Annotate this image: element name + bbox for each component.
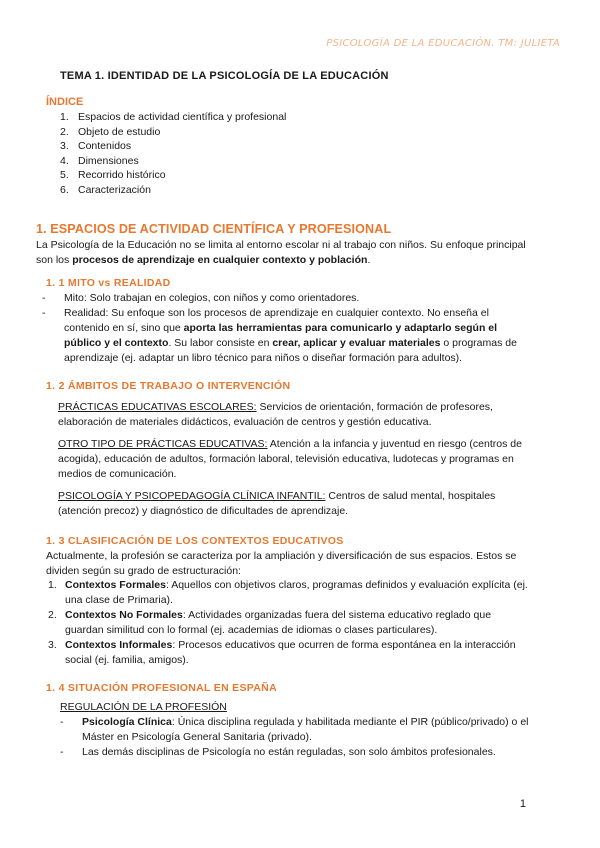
running-header: PSICOLOGÍA DE LA EDUCACIÓN. TM: JULIETA: [326, 38, 560, 49]
reality-item: - Realidad: Su enfoque son los procesos de aprendizaje en cualquier contexto. No enseña el contenido en sí, sino que aporta las herramientas para comunicarlo y adaptarlo según el público y el contexto. Su labor consiste en crear, aplicar y evaluar materiales o programas de aprendizaje (ej. adaptar un libro técnico para niños o diseñar formación para adultos).: [42, 307, 517, 364]
index-item: 6. Caracterización: [60, 183, 151, 196]
context-informal: 3. Contextos Informales: Procesos educativos que ocurren de forma espontánea en la interacción social (ej. familia, amigos).: [48, 639, 516, 666]
index-item: 1. Espacios de actividad científica y profesional: [60, 111, 287, 123]
section-1-intro: La Psicología de la Educación no se limita al entorno escolar ni al trabajo con niños. Su enfoque principal son los procesos de aprendizaje en cualquier contexto y población.: [36, 239, 526, 266]
index-heading: ÍNDICE: [46, 96, 84, 108]
page-title: TEMA 1. IDENTIDAD DE LA PSICOLOGÍA DE LA EDUCACIÓN: [60, 70, 389, 82]
scope-school: PRÁCTICAS EDUCATIVAS ESCOLARES: Servicios de orientación, formación de profesores, elaboración de materiales didácticos, evaluación de centros y gestión educativa.: [58, 401, 493, 428]
index-item: 5. Recorrido histórico: [60, 169, 166, 182]
contexts-list: [42, 578, 532, 668]
section-1-4-heading: 1. 4 SITUACIÓN PROFESIONAL EN ESPAÑA: [46, 682, 277, 694]
myth-item: - Mito: Solo trabajan en colegios, con niños y como orientadores.: [42, 292, 360, 304]
myth-reality-list: [42, 291, 532, 366]
context-non-formal: 2. Contextos No Formales: Actividades organizadas fuera del sistema educativo reglado que guardan similitud con lo formal (ej. academias de idiomas o clases particulares).: [48, 609, 492, 636]
index-item: 3. Contenidos: [60, 140, 132, 153]
index-item: 4. Dimensiones: [60, 154, 139, 167]
regulation-subheading: REGULACIÓN DE LA PROFESIÓN: [60, 701, 227, 713]
section-1-3-intro: Actualmente, la profesión se caracteriza por la ampliación y diversificación de sus espacios. Estos se dividen según su grado de estructuración:: [46, 550, 517, 577]
section-1-heading: 1. ESPACIOS DE ACTIVIDAD CIENTÍFICA Y PROFESIONAL: [36, 222, 392, 236]
page-number: 1: [519, 798, 526, 810]
section-1-3-heading: 1. 3 CLASIFICACIÓN DE LOS CONTEXTOS EDUCATIVOS: [46, 535, 344, 547]
section-1-2-heading: 1. 2 ÁMBITOS DE TRABAJO O INTERVENCIÓN: [46, 380, 291, 392]
scope-clinical: PSICOLOGÍA Y PSICOPEDAGOGÍA CLÍNICA INFANTIL: Centros de salud mental, hospitales (atención precoz) y diagnóstico de dificultades de aprendizaje.: [58, 490, 496, 517]
other-disciplines-item: - Las demás disciplinas de Psicología no están reguladas, son solo ámbitos profesionales.: [60, 746, 496, 758]
clinical-item: - Psicología Clínica: Única disciplina regulada y habilitada mediante el PIR (público/privado) o el Máster en Psicología General Sanitaria (privado).: [60, 716, 529, 743]
index-list: [60, 110, 286, 198]
context-formal: 1. Contextos Formales: Aquellos con objetivos claros, programas definidos y evaluación explícita (ej. una clase de Primaria).: [48, 579, 528, 606]
index-item: 2. Objeto de estudio: [60, 125, 161, 138]
regulation-list: [60, 715, 530, 760]
scope-other: OTRO TIPO DE PRÁCTICAS EDUCATIVAS: Atención a la infancia y juventud en riesgo (centros de acogida), educación de adultos, formación laboral, televisión educativa, ludotecas y programas en medios de comunicación.: [58, 438, 522, 480]
section-1-1-heading: 1. 1 MITO vs REALIDAD: [46, 277, 171, 289]
